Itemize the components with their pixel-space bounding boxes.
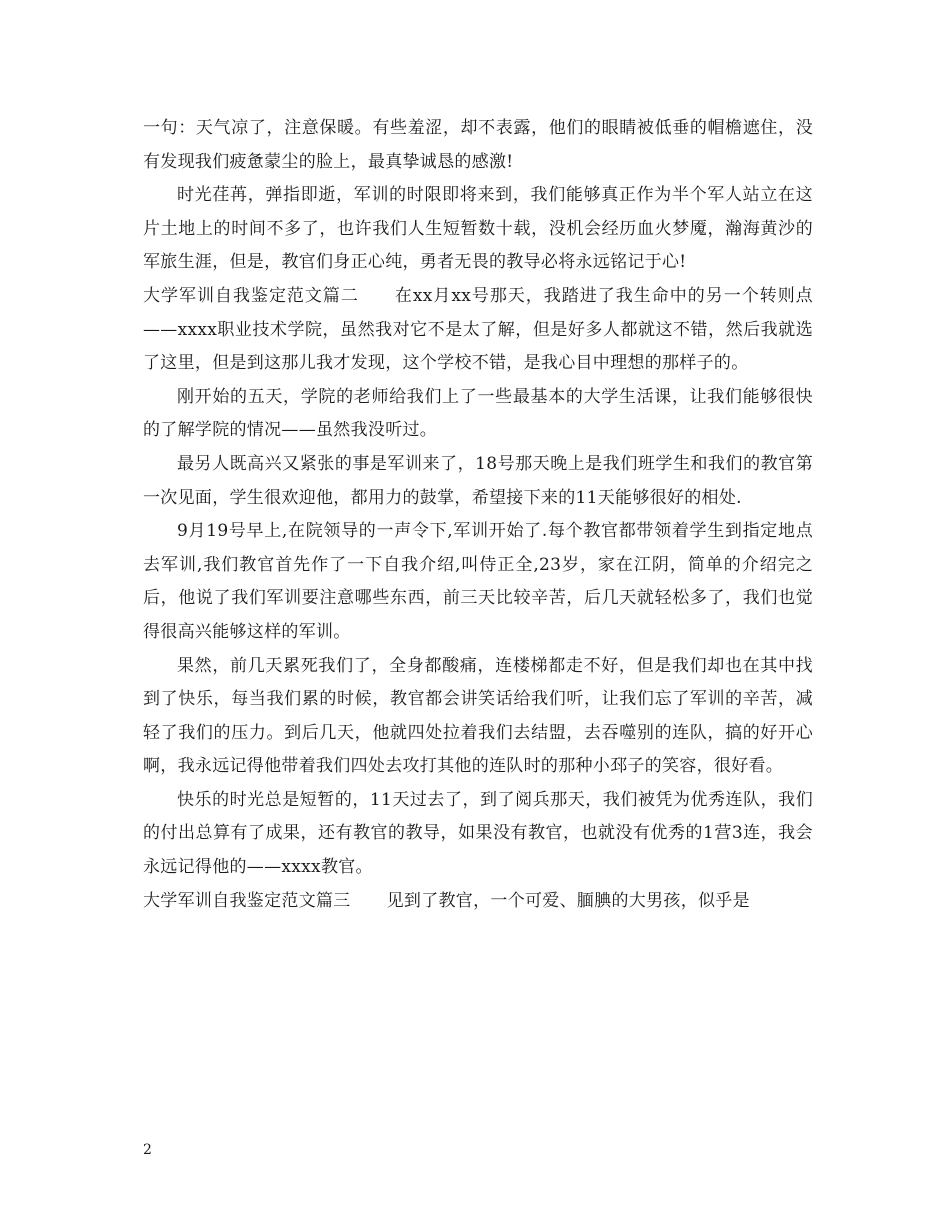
paragraph: 果然，前几天累死我们了，全身都酸痛，连楼梯都走不好，但是我们却也在其中找到了快乐，每当我们累的时候，教官都会讲笑话给我们听，让我们忘了军训的辛苦，减轻了我们的压力。到后几天，他就四处拉着我们去结盟，去吞噬别的连队，搞的好开心啊，我永远记得他带着我们四处去攻打其他的连队时的那种小邳子的笑容，很好看。 — [143, 655, 813, 777]
paragraph: 刚开始的五天，学院的老师给我们上了一些最基本的大学生活课，让我们能够很快的了解学院的情况——虽然我没听过。 — [143, 386, 813, 441]
paragraph: 时光荏苒，弹指即逝，军训的时限即将来到，我们能够真正作为半个军人站立在这片土地上的时间不多了，也许我们人生短暂数十载，没机会经历血火梦魇，瀚海黄沙的军旅生涯，但是，教官们身正心纯，勇者无畏的教导必将永远铭记于心! — [143, 185, 813, 273]
paragraph: 最另人既高兴又紧张的事是军训来了，18号那天晚上是我们班学生和我们的教官第一次见面，学生很欢迎他，都用力的鼓掌，希望接下来的11天能够很好的相处. — [143, 453, 813, 508]
paragraph: 一句：天气凉了，注意保暖。有些羞涩，却不表露，他们的眼睛被低垂的帽檐遮住，没有发现我们疲惫蒙尘的脸上，最真挚诚恳的感激! — [143, 118, 813, 172]
section-heading-line — [143, 280, 813, 381]
document-body — [143, 112, 813, 918]
section-title: 大学军训自我鉴定范文篇三 — [143, 890, 351, 911]
paragraph: 快乐的时光总是短暂的，11天过去了，到了阅兵那天，我们被凭为优秀连队，我们的付出总算有了成果，还有教官的教导，如果没有教官，也就没有优秀的1营3连，我会永远记得他的——xxxx教官。 — [143, 789, 813, 878]
paragraph: 9月19号早上,在院领导的一声令下,军训开始了.每个教官都带领着学生到指定地点去军训,我们教官首先作了一下自我介绍,叫侍正全,23岁，家在江阴，简单的介绍完之后，他说了我们军训要注意哪些东西，前三天比较辛苦，后几天就轻松多了，我们也觉得很高兴能够这样的军训。 — [143, 521, 813, 642]
section-lead-text: 在xx月xx号那天，我踏进了我生命中的另一个转则点——xxxx职业技术学院，虽然我对它不是太了解，但是好多人都就这不错，然后我就选了这里，但是到这那儿我才发现，这个学校不错，是我心目中理想的那样子的。 — [143, 285, 813, 374]
section-heading-line — [143, 885, 813, 919]
section-title: 大学军训自我鉴定范文篇二 — [143, 285, 359, 306]
section-lead-text: 见到了教官，一个可爱、腼腆的大男孩，似乎是 — [386, 890, 750, 911]
page-number: 2 — [143, 1142, 152, 1158]
